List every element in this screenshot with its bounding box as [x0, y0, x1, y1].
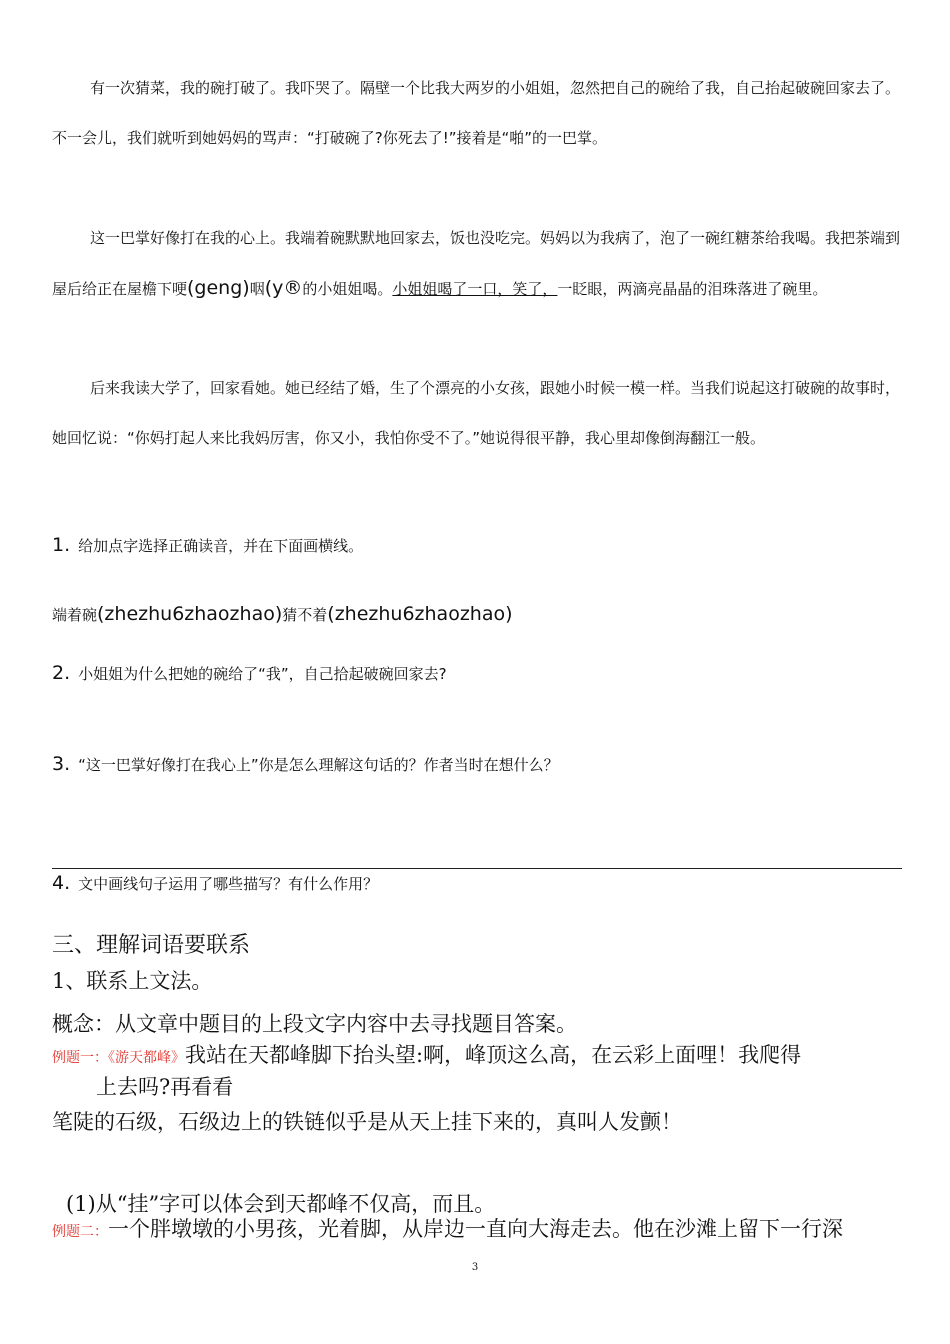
question-4 — [52, 872, 378, 894]
example-label: 例题一：《游天都峰》 — [52, 1050, 185, 1066]
passage-paragraph-3 — [52, 363, 902, 463]
option-word: 端着碗 — [52, 606, 98, 624]
section-subheading: 1、联系上文法。 — [52, 969, 213, 993]
example-text: 我站在天都峰脚下抬头望:啊，峰顶这么高，在云彩上面哩！我爬得 — [185, 1043, 802, 1067]
page-number: 3 — [471, 1262, 479, 1273]
example-1-continued: 上去吗?再看看 — [96, 1075, 234, 1099]
question-text: 文中画线句子运用了哪些描写？有什么作用？ — [78, 875, 379, 893]
example-1-question: (1)从“挂”字可以体会到天都峰不仅高，而且。 — [66, 1192, 496, 1216]
question-text: 小姐姐为什么把她的碗给了“我”，自己拾起破碗回家去? — [78, 665, 447, 683]
question-text: 给加点字选择正确读音，并在下面画横线。 — [78, 537, 364, 555]
paragraph-text: 有一次猜菜，我的碗打破了。我吓哭了。隔壁一个比我大两岁的小姐姐，忽然把自己的碗给了我，自己抬起破碗回家去了。不一会儿，我们就听到她妈妈的骂声：“打破碗了?你死去了!”接着是“啪”的一巴掌。 — [52, 79, 901, 147]
question-number: 1. — [52, 534, 71, 556]
pinyin-annotation: (y® — [264, 277, 303, 299]
text-segment: 这一巴掌好像打在我的心上。我端着碗默默地回家去，饭也没吃完。妈妈以为我病了，泡了一碗红糖茶给我喝。我把茶端到屋后给正在屋檐下哽 — [52, 229, 901, 298]
question-number: 3. — [52, 753, 71, 775]
example-1 — [52, 1039, 801, 1069]
text-segment: 咽 — [249, 280, 265, 298]
paragraph-text: 后来我读大学了，回家看她。她已经结了婚，生了个漂亮的小女孩，跟她小时候一模一样。当我们说起这打破碗的故事时，她回忆说：“你妈打起人来比我妈厉害，你又小，我怕你受不了。”她说得很平静，我心里却像倒海翻江一般。 — [52, 379, 901, 447]
option-word: 猜不着 — [282, 606, 328, 624]
option-pinyin: (zhezhu6zhaozhao) — [327, 603, 513, 625]
concept-text: 概念：从文章中题目的上段文字内容中去寻找题目答案。 — [52, 1012, 577, 1036]
option-pinyin: (zhezhu6zhaozhao) — [97, 603, 283, 625]
example-label: 例题二： — [52, 1224, 108, 1240]
example-2 — [52, 1213, 843, 1243]
example-1-line-3: 笔陡的石级，石级边上的铁链似乎是从天上挂下来的，真叫人发颤！ — [52, 1110, 682, 1134]
question-text: “这一巴掌好像打在我心上”你是怎么理解这句话的？作者当时在想什么？ — [78, 756, 559, 774]
passage-paragraph-1 — [52, 63, 902, 163]
question-2 — [52, 662, 447, 684]
question-3 — [52, 753, 559, 775]
answer-line — [52, 868, 902, 869]
paragraph-text — [52, 213, 902, 314]
underlined-sentence: 小姐姐喝了一口，笑了， — [392, 280, 558, 298]
question-number: 2. — [52, 662, 71, 684]
question-1-options — [52, 603, 513, 625]
example-text: 一个胖墩墩的小男孩，光着脚，从岸边一直向大海走去。他在沙滩上留下一行深 — [108, 1217, 843, 1241]
text-segment: 的小姐姐喝。 — [302, 280, 393, 298]
question-1 — [52, 534, 363, 556]
pinyin-annotation: (geng) — [187, 277, 250, 299]
section-heading: 三、理解词语要联系 — [52, 933, 251, 958]
question-number: 4. — [52, 872, 71, 894]
text-segment: 一眨眼，两滴亮晶晶的泪珠落进了碗里。 — [557, 280, 828, 298]
passage-paragraph-2 — [52, 213, 902, 314]
